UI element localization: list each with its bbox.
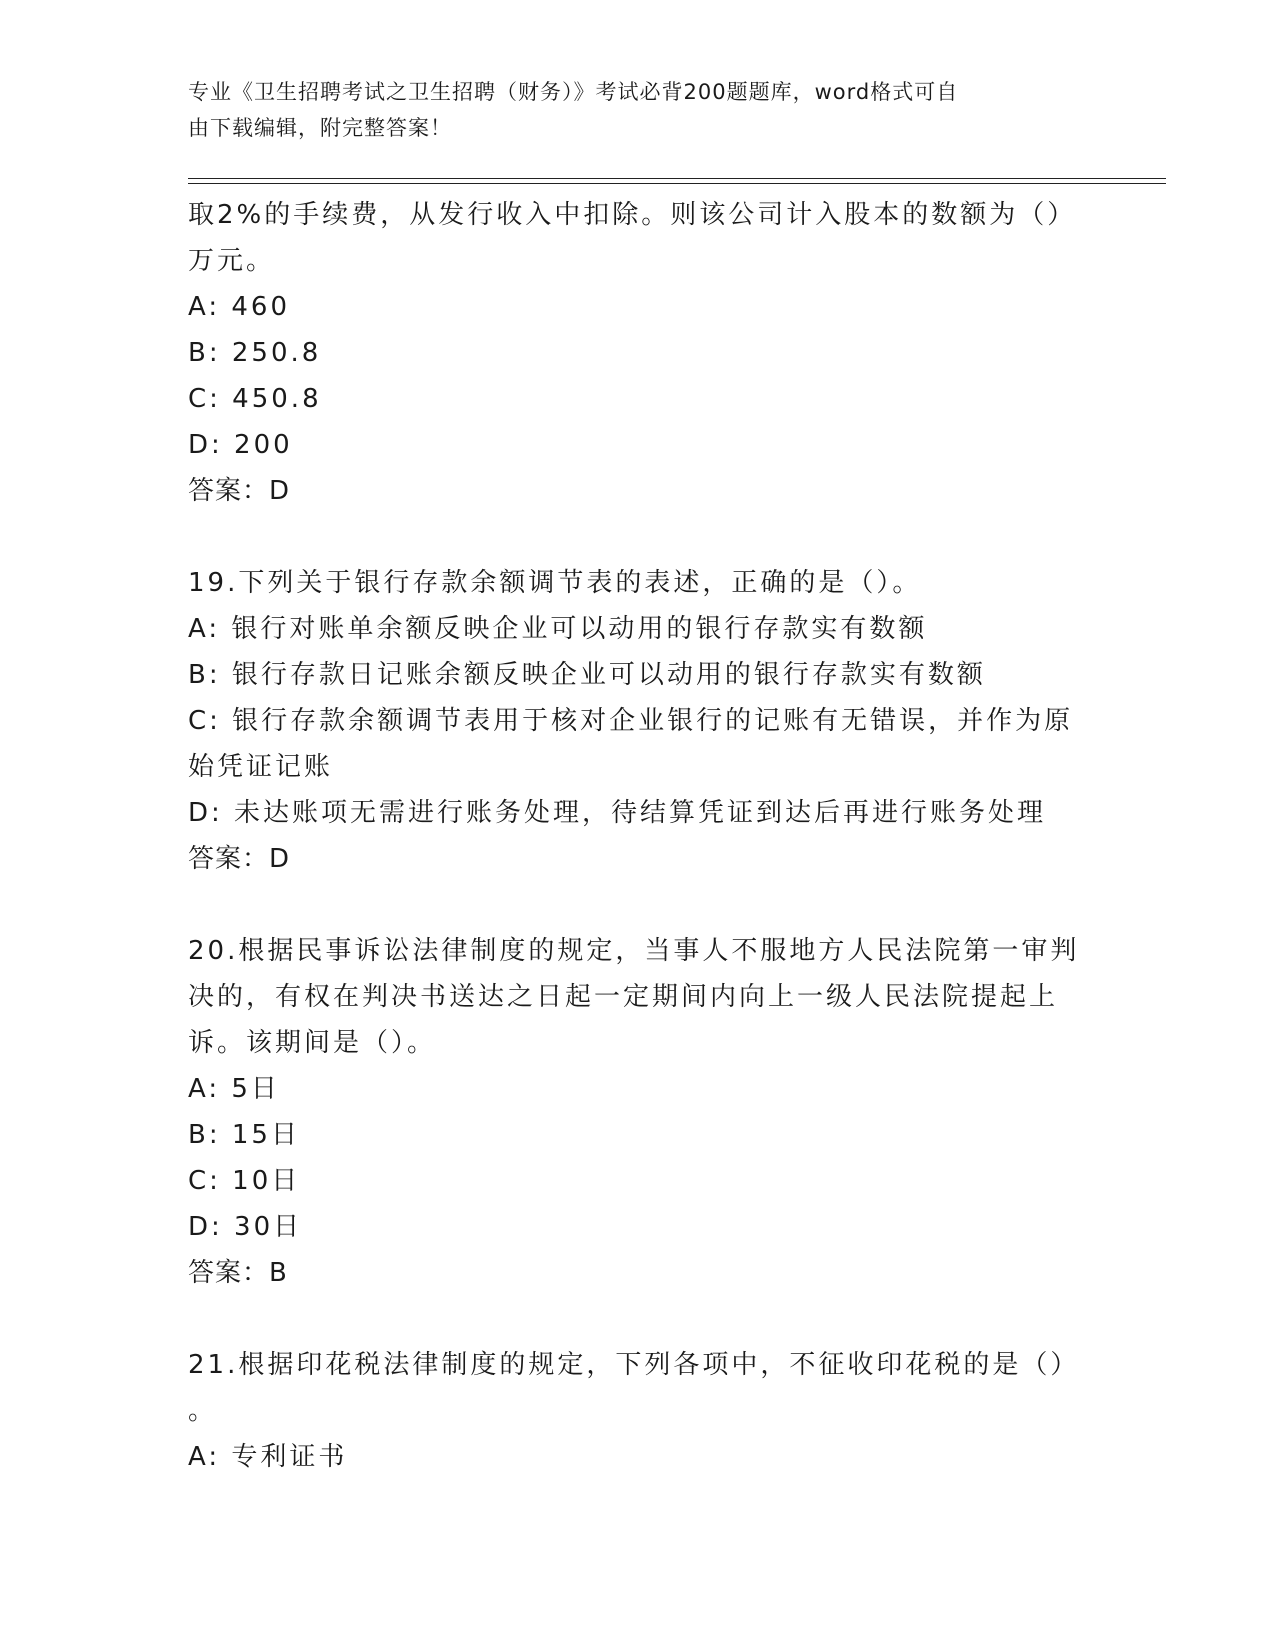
question-stem-line: 万元。 (188, 246, 276, 276)
option-a: A: 460 (188, 292, 290, 322)
answer: 答案：D (188, 476, 291, 506)
spacer (188, 1296, 1088, 1342)
spacer (188, 514, 1088, 560)
question-stem-line: 19.下列关于银行存款余额调节表的表述，正确的是（）。 (188, 568, 922, 598)
answer: 答案：D (188, 844, 291, 874)
document-header (188, 74, 1068, 146)
answer: 答案：B (188, 1258, 288, 1288)
header-title-line-1: 专业《卫生招聘考试之卫生招聘（财务）》考试必背200题题库，word格式可自 (188, 80, 959, 104)
option-d: D: 200 (188, 430, 293, 460)
option-c: C: 450.8 (188, 384, 322, 414)
question-stem-line: 。 (188, 1396, 218, 1426)
header-title-line-2: 由下载编辑，附完整答案！ (188, 116, 452, 140)
option-d: D: 未达账项无需进行账务处理，待结算凭证到达后再进行账务处理 (188, 798, 1047, 828)
option-a: A: 5日 (188, 1074, 280, 1104)
question-stem-line: 诉。该期间是（）。 (188, 1028, 437, 1058)
option-a: A: 专利证书 (188, 1442, 348, 1472)
option-b: B: 250.8 (188, 338, 322, 368)
option-b: B: 15日 (188, 1120, 300, 1150)
question-18 (188, 192, 1088, 514)
option-c-continued: 始凭证记账 (188, 752, 334, 782)
question-21 (188, 1342, 1088, 1480)
question-stem-line: 21.根据印花税法律制度的规定，下列各项中，不征收印花税的是（） (188, 1350, 1080, 1380)
header-divider-top (188, 178, 1166, 179)
option-b: B: 银行存款日记账余额反映企业可以动用的银行存款实有数额 (188, 660, 986, 690)
option-c: C: 银行存款余额调节表用于核对企业银行的记账有无错误，并作为原 (188, 706, 1074, 736)
question-19 (188, 560, 1088, 882)
option-c: C: 10日 (188, 1166, 301, 1196)
question-stem-line: 20.根据民事诉讼法律制度的规定，当事人不服地方人民法院第一审判 (188, 936, 1080, 966)
spacer (188, 882, 1088, 928)
question-20 (188, 928, 1088, 1296)
option-a: A: 银行对账单余额反映企业可以动用的银行存款实有数额 (188, 614, 928, 644)
option-d: D: 30日 (188, 1212, 303, 1242)
question-list (188, 192, 1088, 1480)
question-stem-line: 决的，有权在判决书送达之日起一定期间内向上一级人民法院提起上 (188, 982, 1059, 1012)
question-stem-line: 取2%的手续费，从发行收入中扣除。则该公司计入股本的数额为（） (188, 200, 1077, 230)
header-divider-bottom (188, 183, 1166, 184)
